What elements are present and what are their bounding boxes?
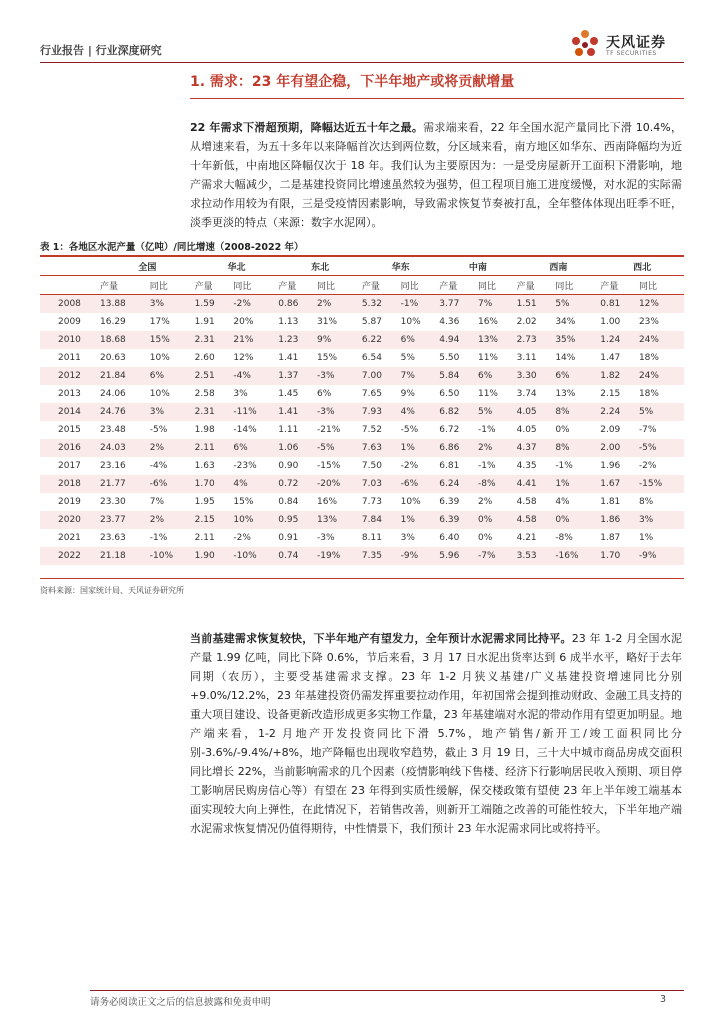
yoy-cell: 11% xyxy=(477,353,498,363)
output-cell: 5.84 xyxy=(439,367,478,385)
yoy-cell: -7% xyxy=(638,425,657,435)
yoy-cell: -1% xyxy=(477,461,496,471)
output-cell: 0.74 xyxy=(278,547,317,565)
output-cell: 2.11 xyxy=(194,533,215,543)
output-cell: 7.73 xyxy=(361,497,382,507)
yoy-cell: -14% xyxy=(233,425,257,435)
output-cell: 23.16 xyxy=(100,461,126,471)
yoy-cell: 17% xyxy=(149,317,170,327)
yoy-cell: 2% xyxy=(478,439,517,457)
output-cell: 1.81 xyxy=(600,497,621,507)
header-rule xyxy=(40,62,684,63)
year-cell: 2008 xyxy=(40,295,100,314)
yoy-cell: -3% xyxy=(317,367,362,385)
table-row xyxy=(40,457,684,475)
output-cell: 4.41 xyxy=(517,475,556,493)
sub-header-yoy: 同比 xyxy=(233,276,278,295)
table-bottom-rule xyxy=(40,578,684,579)
yoy-cell: 35% xyxy=(555,331,600,349)
yoy-cell: 31% xyxy=(317,317,338,327)
yoy-cell: 4% xyxy=(555,497,570,507)
yoy-cell: 8% xyxy=(638,497,654,507)
yoy-cell: 24% xyxy=(639,331,684,349)
output-cell: 7.52 xyxy=(361,425,382,435)
output-cell: 1.70 xyxy=(195,475,234,493)
output-cell: 7.00 xyxy=(362,367,401,385)
output-cell: 4.37 xyxy=(517,439,556,457)
yoy-cell: -23% xyxy=(233,461,257,471)
output-cell: 23.30 xyxy=(100,497,126,507)
output-cell: 8.11 xyxy=(361,533,382,543)
yoy-cell: 10% xyxy=(400,317,421,327)
output-cell: 2.24 xyxy=(600,403,639,421)
output-cell: 2.31 xyxy=(195,331,234,349)
yoy-cell: 13% xyxy=(317,511,362,529)
output-cell: 4.36 xyxy=(439,317,460,327)
output-cell: 1.82 xyxy=(600,367,639,385)
output-cell: 5.32 xyxy=(362,295,401,314)
output-cell: 1.24 xyxy=(600,331,639,349)
yoy-cell: 3% xyxy=(639,511,684,529)
yoy-cell: -1% xyxy=(555,461,573,471)
output-cell: 24.03 xyxy=(100,439,150,457)
yoy-cell: 15% xyxy=(150,331,195,349)
table-row xyxy=(40,367,684,385)
yoy-cell: 23% xyxy=(638,317,659,327)
yoy-cell: 15% xyxy=(233,497,254,507)
header-label: 行业报告 | 行业深度研究 xyxy=(40,44,162,57)
yoy-cell: 0% xyxy=(555,425,570,435)
yoy-cell: 2% xyxy=(317,295,362,314)
yoy-cell: 5% xyxy=(478,403,517,421)
yoy-cell: 0% xyxy=(477,533,493,543)
yoy-cell: 10% xyxy=(233,511,278,529)
output-cell: 1.37 xyxy=(278,367,317,385)
output-cell: 1.00 xyxy=(600,317,621,327)
yoy-cell: 3% xyxy=(150,403,195,421)
output-cell: 6.86 xyxy=(439,439,478,457)
yoy-cell: 21% xyxy=(233,331,278,349)
yoy-cell: 7% xyxy=(149,497,165,507)
yoy-cell: 6% xyxy=(555,367,600,385)
output-cell: 6.40 xyxy=(439,533,460,543)
yoy-cell: 7% xyxy=(478,295,517,314)
output-cell: 23.63 xyxy=(100,533,126,543)
sub-header-output: 产量 xyxy=(439,276,478,295)
yoy-cell: -19% xyxy=(317,547,362,565)
region-header: 华东 xyxy=(362,257,439,276)
year-cell: 2015 xyxy=(58,425,81,435)
cement-output-table xyxy=(40,257,684,565)
output-cell: 6.81 xyxy=(439,461,460,471)
output-cell: 7.84 xyxy=(362,511,401,529)
yoy-cell: -5% xyxy=(317,439,362,457)
yoy-cell: 5% xyxy=(555,295,600,314)
year-cell: 2009 xyxy=(58,317,81,327)
output-cell: 21.84 xyxy=(100,367,150,385)
output-cell: 1.90 xyxy=(195,547,234,565)
logo-text: 天风证券 xyxy=(606,35,666,51)
yoy-cell: 3% xyxy=(233,389,248,399)
region-header: 西南 xyxy=(517,257,601,276)
output-cell: 6.22 xyxy=(362,331,401,349)
yoy-cell: 14% xyxy=(555,353,576,363)
output-cell: 20.63 xyxy=(100,353,126,363)
table-row xyxy=(40,295,684,314)
output-cell: 21.77 xyxy=(100,475,150,493)
table-row xyxy=(40,331,684,349)
yoy-cell: 34% xyxy=(555,317,576,327)
yoy-cell: -21% xyxy=(317,425,341,435)
yoy-cell: 1% xyxy=(555,475,600,493)
year-cell: 2021 xyxy=(58,533,81,543)
output-cell: 21.18 xyxy=(100,547,150,565)
yoy-cell: -1% xyxy=(149,533,168,543)
yoy-cell: 16% xyxy=(477,317,498,327)
yoy-cell: 10% xyxy=(149,389,170,399)
output-cell: 0.90 xyxy=(278,461,299,471)
output-cell: 2.11 xyxy=(195,439,234,457)
output-cell: 2.51 xyxy=(195,367,234,385)
yoy-cell: 2% xyxy=(477,497,493,507)
output-cell: 6.24 xyxy=(439,475,478,493)
yoy-cell: -2% xyxy=(233,295,278,314)
output-cell: 1.41 xyxy=(278,353,299,363)
yoy-cell: 8% xyxy=(555,439,600,457)
yoy-cell: 2% xyxy=(150,439,195,457)
output-cell: 2.31 xyxy=(195,403,234,421)
sub-header-yoy: 同比 xyxy=(150,276,195,295)
output-cell: 4.35 xyxy=(516,461,537,471)
paragraph-outlook-lead: 当前基建需求恢复较快，下半年地产有望发力，全年预计水泥需求同比持平。 xyxy=(190,632,572,645)
yoy-cell: -5% xyxy=(149,425,168,435)
yoy-cell: 6% xyxy=(150,367,195,385)
output-cell: 0.86 xyxy=(278,295,317,314)
yoy-cell: 24% xyxy=(639,367,684,385)
output-cell: 4.58 xyxy=(517,511,556,529)
output-cell: 4.21 xyxy=(516,533,537,543)
yoy-cell: 2% xyxy=(150,511,195,529)
paragraph-demand xyxy=(190,118,682,232)
output-cell: 0.95 xyxy=(278,511,317,529)
year-cell: 2011 xyxy=(58,353,81,363)
output-cell: 4.05 xyxy=(516,425,537,435)
sub-header-output: 产量 xyxy=(517,276,556,295)
table-row xyxy=(40,313,684,331)
output-cell: 1.86 xyxy=(600,511,639,529)
table-sub-header xyxy=(40,276,684,295)
table-row xyxy=(40,439,684,457)
year-cell: 2013 xyxy=(58,389,81,399)
output-cell: 0.84 xyxy=(278,497,299,507)
yoy-cell: 15% xyxy=(317,353,338,363)
output-cell: 1.87 xyxy=(600,533,621,543)
table-row xyxy=(40,547,684,565)
yoy-cell: 6% xyxy=(233,439,278,457)
yoy-cell: -8% xyxy=(555,533,573,543)
yoy-cell: 3% xyxy=(400,533,415,543)
section-rule xyxy=(190,98,684,99)
section-title: 1. 需求：23 年有望企稳，下半年地产或将贡献增量 xyxy=(190,74,515,90)
sub-header-output: 产量 xyxy=(195,276,234,295)
output-cell: 1.41 xyxy=(278,403,317,421)
output-cell: 1.13 xyxy=(278,317,299,327)
yoy-cell: 0% xyxy=(555,511,600,529)
region-header: 东北 xyxy=(278,257,362,276)
output-cell: 3.11 xyxy=(516,353,537,363)
table-row xyxy=(40,403,684,421)
table-row xyxy=(40,349,684,367)
paragraph-outlook-body: 23 年 1-2 月全国水泥产量 1.99 亿吨，同比下降 0.6%，节后来看，3 月 17 日水泥出货率达到 6 成半水平，略好于去年同期（农历），主要受基建需求支撑。23 年 1-2 月狭义基建/广义基建投资增速同比分别+9.0%/12.2%，23 年基建投资仍需发挥重要拉动作用，年初国常会提到推动财政、金融工具支持的重大项目建设、设备更新改造形成更多实物工作量，23 年基建端对水泥的带动作用有望更加明显。地产端来看，1-2 月地产开发投资同比下滑 5.7%，地产销售/新开工/竣工面积同比分别-3.6%/-9.4%/+8%，地产降幅也出现收窄趋势，截止 3 月 19 日，三十大中城市商品房成交面积同比增长 22%，当前影响需求的几个因素（疫情影响线下售楼、经济下行影响居民收入预期、项目停工影响居民购房信心等）有望在 23 年得到实质性缓解，保交楼政策有望使 23 年上半年竣工端基本面实现较大向上弹性，在此情况下，若销售改善，则新开工端随之改善的可能性较大，下半年地产端水泥需求恢复情况仍值得期待，中性情景下，我们预计 23 年水泥需求同比或将持平。 xyxy=(190,632,683,835)
region-header: 西北 xyxy=(600,257,684,276)
year-cell: 2022 xyxy=(40,547,100,565)
table-corner xyxy=(40,276,100,295)
output-cell: 3.53 xyxy=(517,547,556,565)
yoy-cell: -15% xyxy=(639,475,684,493)
table-row xyxy=(40,511,684,529)
output-cell: 1.47 xyxy=(600,353,621,363)
output-cell: 6.72 xyxy=(439,425,460,435)
year-cell: 2018 xyxy=(40,475,100,493)
output-cell: 1.95 xyxy=(194,497,215,507)
output-cell: 23.77 xyxy=(100,511,150,529)
yoy-cell: 3% xyxy=(150,295,195,314)
paragraph-demand-lead: 22 年需求下滑超预期，降幅达近五十年之最。 xyxy=(190,121,424,134)
output-cell: 7.65 xyxy=(361,389,382,399)
year-cell: 2014 xyxy=(40,403,100,421)
output-cell: 6.82 xyxy=(439,403,478,421)
output-cell: 7.35 xyxy=(362,547,401,565)
yoy-cell: 9% xyxy=(400,389,415,399)
yoy-cell: -3% xyxy=(317,403,362,421)
yoy-cell: 5% xyxy=(400,353,415,363)
sub-header-yoy: 同比 xyxy=(639,276,684,295)
output-cell: 1.45 xyxy=(278,389,299,399)
year-cell: 2010 xyxy=(40,331,100,349)
yoy-cell: 9% xyxy=(317,331,362,349)
yoy-cell: 8% xyxy=(555,403,600,421)
yoy-cell: 10% xyxy=(149,353,170,363)
output-cell: 23.48 xyxy=(100,425,126,435)
logo-sub: TF SECURITIES xyxy=(606,50,657,57)
output-cell: 7.03 xyxy=(362,475,401,493)
region-header: 中南 xyxy=(439,257,516,276)
yoy-cell: 13% xyxy=(555,389,576,399)
yoy-cell: -8% xyxy=(478,475,517,493)
sub-header-yoy: 同比 xyxy=(317,276,362,295)
yoy-cell: -1% xyxy=(477,425,496,435)
yoy-cell: -4% xyxy=(233,367,278,385)
output-cell: 13.88 xyxy=(100,295,150,314)
yoy-cell: 4% xyxy=(401,403,440,421)
table-row xyxy=(40,493,684,511)
footer-disclaimer: 请务必阅读正文之后的信息披露和免责申明 xyxy=(90,997,271,1008)
table-row xyxy=(40,475,684,493)
output-cell: 2.02 xyxy=(516,317,537,327)
sub-header-output: 产量 xyxy=(600,276,639,295)
table-region-header xyxy=(40,257,684,276)
yoy-cell: -6% xyxy=(150,475,195,493)
output-cell: 0.81 xyxy=(600,295,639,314)
region-header: 全国 xyxy=(100,257,195,276)
yoy-cell: -3% xyxy=(317,533,335,543)
region-header: 华北 xyxy=(195,257,279,276)
footer-rule xyxy=(90,990,684,991)
yoy-cell: 6% xyxy=(478,367,517,385)
output-cell: 16.29 xyxy=(100,317,126,327)
output-cell: 6.39 xyxy=(439,511,478,529)
yoy-cell: 1% xyxy=(401,439,440,457)
output-cell: 4.05 xyxy=(517,403,556,421)
yoy-cell: 11% xyxy=(477,389,498,399)
paragraph-demand-body: 需求端来看，22 年全国水泥产量同比下滑 10.4%，从增速来看，为五十多年以来降幅首次达到两位数，分区域来看，南方地区如华东、西南降幅均为近十年新低，中南地区降幅仅次于 18 年。我们认为主要原因为：一是受房屋新开工面积下滑影响，地产需求大幅减少，二是基建投资同比增速虽然较为强势，但工程项目施工进度缓慢，对水泥的实际需求拉动作用较为有限，三是受疫情因素影响，导致需求恢复节奏被打乱，全年整体体现出旺季不旺，淡季更淡的特点（来源：数字水泥网）。 xyxy=(190,121,683,229)
yoy-cell: 1% xyxy=(401,511,440,529)
yoy-cell: 12% xyxy=(639,295,684,314)
sub-header-output: 产量 xyxy=(278,276,317,295)
yoy-cell: -6% xyxy=(401,475,440,493)
yoy-cell: -9% xyxy=(401,547,440,565)
yoy-cell: -2% xyxy=(638,461,657,471)
yoy-cell: -2% xyxy=(400,461,419,471)
output-cell: 1.67 xyxy=(600,475,639,493)
yoy-cell: -15% xyxy=(317,461,341,471)
table-title: 表 1：各地区水泥产量（亿吨）/同比增速（2008-2022 年） xyxy=(40,242,304,253)
output-cell: 6.50 xyxy=(439,389,460,399)
output-cell: 2.15 xyxy=(195,511,234,529)
sub-header-yoy: 同比 xyxy=(478,276,517,295)
table-source: 资料来源：国家统计局、天风证券研究所 xyxy=(40,586,184,595)
yoy-cell: -20% xyxy=(317,475,362,493)
sub-header-yoy: 同比 xyxy=(555,276,600,295)
output-cell: 4.94 xyxy=(439,331,478,349)
yoy-cell: 20% xyxy=(233,317,254,327)
output-cell: 1.06 xyxy=(278,439,317,457)
output-cell: 1.96 xyxy=(600,461,621,471)
yoy-cell: 5% xyxy=(639,403,684,421)
output-cell: 2.58 xyxy=(194,389,215,399)
sub-header-yoy: 同比 xyxy=(401,276,440,295)
output-cell: 1.63 xyxy=(194,461,215,471)
output-cell: 1.91 xyxy=(194,317,215,327)
output-cell: 0.72 xyxy=(278,475,317,493)
year-cell: 2019 xyxy=(58,497,81,507)
logo xyxy=(568,28,688,64)
output-cell: 1.70 xyxy=(600,547,639,565)
output-cell: 0.91 xyxy=(278,533,299,543)
output-cell: 7.93 xyxy=(362,403,401,421)
year-cell: 2012 xyxy=(40,367,100,385)
output-cell: 3.77 xyxy=(439,295,478,314)
output-cell: 2.15 xyxy=(600,389,621,399)
yoy-cell: 7% xyxy=(401,367,440,385)
yoy-cell: -4% xyxy=(149,461,168,471)
yoy-cell: -5% xyxy=(639,439,684,457)
output-cell: 24.76 xyxy=(100,403,150,421)
output-cell: 24.06 xyxy=(100,389,126,399)
table-row xyxy=(40,385,684,403)
yoy-cell: -16% xyxy=(555,547,600,565)
yoy-cell: 13% xyxy=(478,331,517,349)
output-cell: 6.54 xyxy=(361,353,382,363)
page-number: 3 xyxy=(660,994,667,1005)
yoy-cell: 16% xyxy=(317,497,338,507)
output-cell: 4.58 xyxy=(516,497,537,507)
yoy-cell: 18% xyxy=(638,389,659,399)
yoy-cell: 18% xyxy=(638,353,659,363)
table-row xyxy=(40,421,684,439)
output-cell: 18.68 xyxy=(100,331,150,349)
output-cell: 1.51 xyxy=(517,295,556,314)
yoy-cell: -5% xyxy=(400,425,419,435)
output-cell: 1.98 xyxy=(194,425,215,435)
output-cell: 1.23 xyxy=(278,331,317,349)
year-cell: 2017 xyxy=(58,461,81,471)
table-row xyxy=(40,529,684,547)
output-cell: 2.60 xyxy=(194,353,215,363)
yoy-cell: -7% xyxy=(478,547,517,565)
output-cell: 1.11 xyxy=(278,425,299,435)
output-cell: 2.09 xyxy=(600,425,621,435)
sub-header-output: 产量 xyxy=(362,276,401,295)
output-cell: 5.96 xyxy=(439,547,478,565)
yoy-cell: 6% xyxy=(317,389,332,399)
year-cell: 2020 xyxy=(40,511,100,529)
yoy-cell: 4% xyxy=(233,475,278,493)
yoy-cell: 10% xyxy=(400,497,421,507)
output-cell: 7.50 xyxy=(361,461,382,471)
paragraph-outlook xyxy=(190,629,682,838)
output-cell: 3.74 xyxy=(516,389,537,399)
output-cell: 5.87 xyxy=(361,317,382,327)
output-cell: 2.73 xyxy=(517,331,556,349)
yoy-cell: -11% xyxy=(233,403,278,421)
output-cell: 2.00 xyxy=(600,439,639,457)
yoy-cell: 6% xyxy=(401,331,440,349)
output-cell: 1.59 xyxy=(195,295,234,314)
yoy-cell: 1% xyxy=(638,533,654,543)
yoy-cell: -10% xyxy=(233,547,278,565)
logo-mark-icon xyxy=(568,28,602,62)
table-corner xyxy=(40,257,100,276)
yoy-cell: 0% xyxy=(478,511,517,529)
output-cell: 5.50 xyxy=(439,353,460,363)
yoy-cell: -2% xyxy=(233,533,251,543)
yoy-cell: -1% xyxy=(401,295,440,314)
yoy-cell: -9% xyxy=(639,547,684,565)
output-cell: 6.39 xyxy=(439,497,460,507)
output-cell: 7.63 xyxy=(362,439,401,457)
sub-header-output: 产量 xyxy=(100,276,150,295)
output-cell: 3.30 xyxy=(517,367,556,385)
yoy-cell: -10% xyxy=(150,547,195,565)
year-cell: 2016 xyxy=(40,439,100,457)
yoy-cell: 12% xyxy=(233,353,254,363)
